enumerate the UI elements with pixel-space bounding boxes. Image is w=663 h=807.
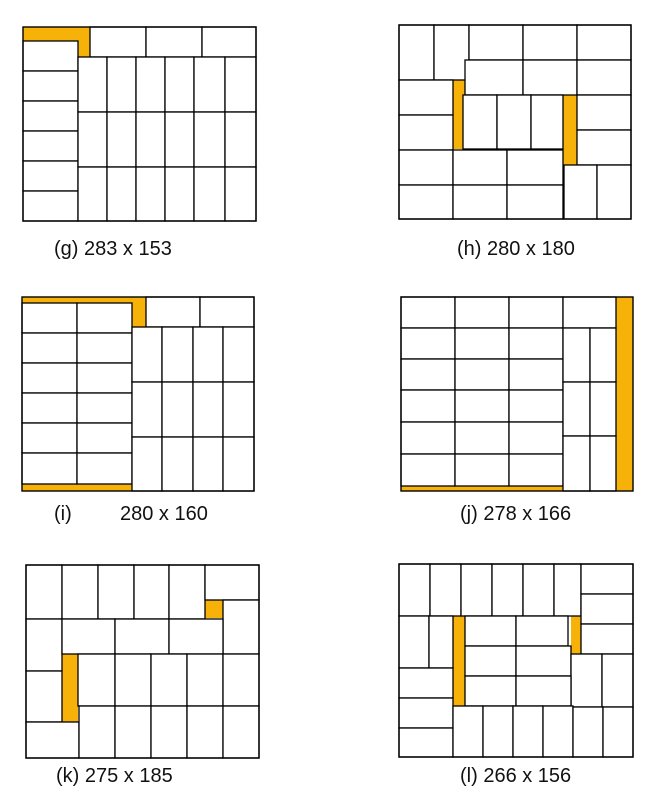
caption-i-dims: 280 x 160	[120, 503, 208, 525]
packing-diagram-i	[20, 296, 260, 496]
packing-diagram-k	[25, 564, 265, 764]
caption-j: (j) 278 x 166	[460, 503, 572, 525]
caption-k: (k) 275 x 185	[56, 765, 173, 787]
packing-diagram-j	[400, 296, 640, 496]
caption-g: (g) 283 x 153	[54, 238, 172, 260]
caption-h: (h) 280 x 180	[457, 238, 575, 260]
packing-diagram-h	[398, 24, 638, 224]
caption-i-label: (i)	[54, 503, 72, 525]
caption-l: (l) 266 x 156	[460, 765, 572, 787]
packing-diagram-g	[22, 26, 262, 226]
packing-diagram-l	[398, 563, 638, 763]
